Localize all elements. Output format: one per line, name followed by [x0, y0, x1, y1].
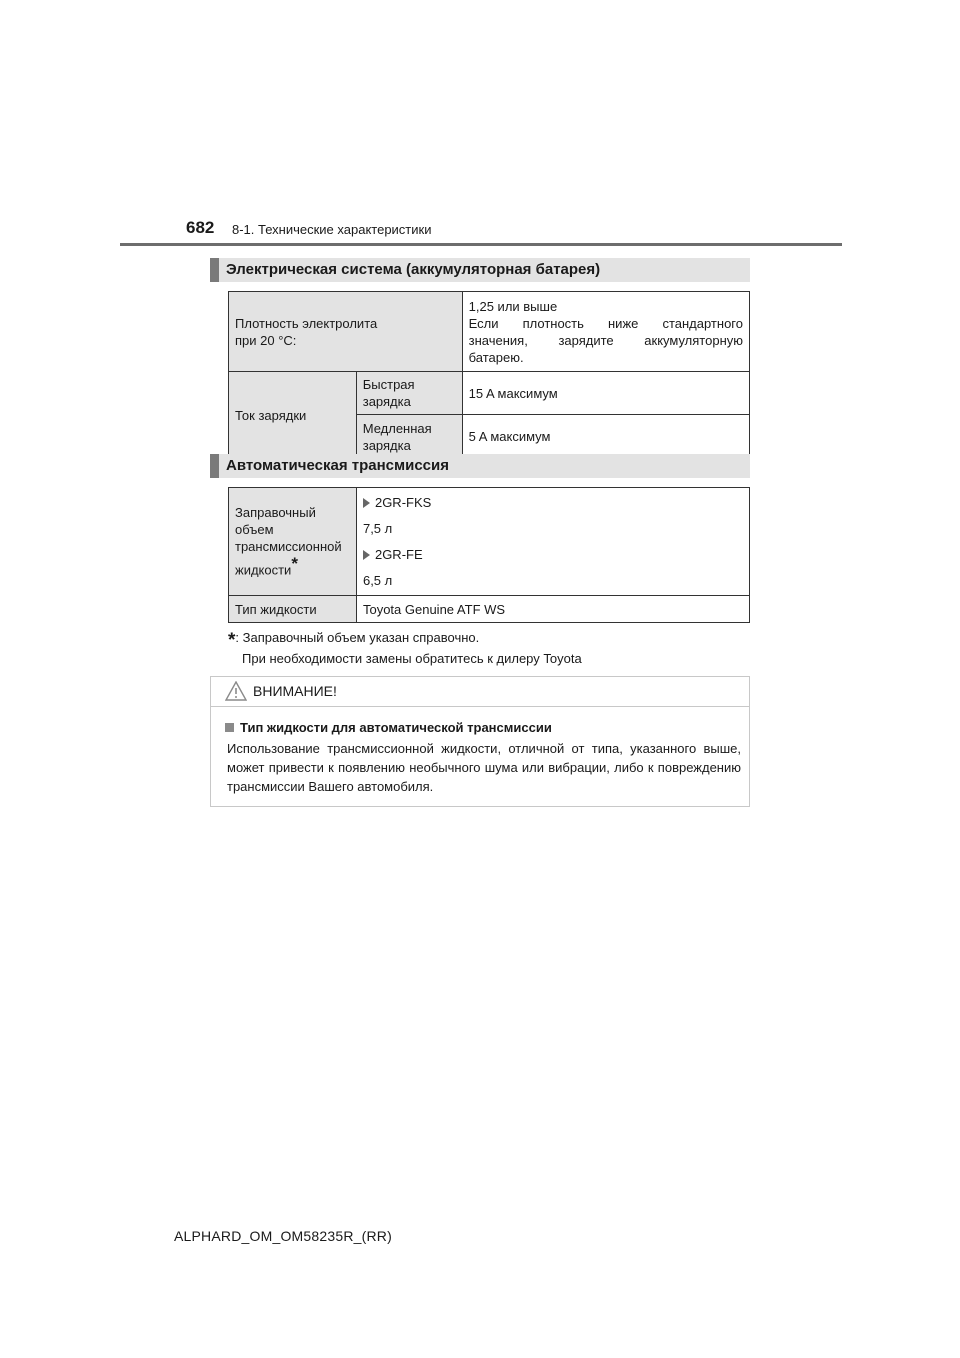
footnote-marker: * [291, 554, 298, 574]
slow-charge-value: 5 A максимум [462, 415, 749, 459]
warning-triangle-icon [225, 681, 247, 701]
footnote-line: При необходимости замены обратитесь к дилеру Toyota [242, 651, 582, 666]
density-value-main: 1,25 или выше [468, 298, 558, 314]
density-value [462, 292, 749, 372]
fluid-type-value: Toyota Genuine ATF WS [356, 596, 749, 623]
battery-spec-table [228, 291, 750, 459]
fluid-capacity-label-line: трансмиссионной [235, 539, 342, 555]
engine-capacity: 6,5 л [362, 573, 393, 588]
density-label-line: при 20 °C: [235, 332, 297, 348]
square-bullet-icon [225, 723, 234, 732]
caution-subtitle [225, 720, 552, 735]
table-row [229, 488, 750, 596]
fast-charge-label: Быстрая зарядка [356, 372, 462, 415]
slow-charge-label [356, 415, 462, 459]
fluid-capacity-label [229, 488, 357, 596]
table-row [229, 372, 750, 415]
header-rule [120, 243, 842, 246]
fluid-capacity-label-line [235, 555, 350, 578]
battery-section-title: Электрическая система (аккумуляторная батарея) [210, 258, 750, 282]
triangle-bullet-icon [363, 550, 370, 560]
charge-current-label: Ток зарядки [229, 372, 357, 459]
engine-name: 2GR-FE [374, 547, 423, 562]
fluid-type-label: Тип жидкости [229, 596, 357, 623]
transmission-spec-table [228, 487, 750, 623]
caution-box [210, 676, 750, 807]
section-reference: 8-1. Технические характеристики [232, 222, 432, 237]
footnote-text: : Заправочный объем указан справочно. [235, 630, 480, 645]
caution-header [211, 677, 749, 707]
footnote-marker: * [228, 630, 236, 651]
engine-variant [363, 494, 743, 511]
table-row [229, 596, 750, 623]
slow-charge-label-line: Медленная [362, 420, 432, 436]
caution-subtitle-text: Тип жидкости для автоматической трансмиссии [240, 720, 552, 735]
caution-text: Использование трансмиссионной жидкости, отличной от типа, указанного выше, может привести к появлению необычного шума или вибрации, либо к повреждению трансмиссии Вашего автомобиля. [227, 741, 741, 794]
density-value-note: Если плотность ниже стандартного значения, зарядите аккумуляторную батарею. [468, 315, 743, 365]
fluid-capacity-label-line: Заправочный объем [235, 505, 316, 538]
footnote [228, 629, 582, 668]
engine-name: 2GR-FKS [374, 495, 432, 510]
fast-charge-value: 15 A максимум [462, 372, 749, 415]
density-label-line: Плотность электролита [235, 315, 378, 331]
fluid-capacity-value [356, 488, 749, 596]
slow-charge-label-line: зарядка [362, 437, 411, 453]
engine-capacity: 7,5 л [362, 521, 393, 536]
transmission-section-title: Автоматическая трансмиссия [210, 454, 750, 478]
fluid-capacity-label-text: жидкости [235, 562, 292, 578]
triangle-bullet-icon [363, 498, 370, 508]
caution-title: ВНИМАНИЕ! [253, 683, 337, 699]
footer-code: ALPHARD_OM_OM58235R_(RR) [174, 1228, 392, 1244]
page-number: 682 [186, 218, 215, 237]
footnote-line [228, 629, 582, 650]
density-label [229, 292, 463, 372]
table-row [229, 292, 750, 372]
engine-variant [363, 546, 743, 563]
